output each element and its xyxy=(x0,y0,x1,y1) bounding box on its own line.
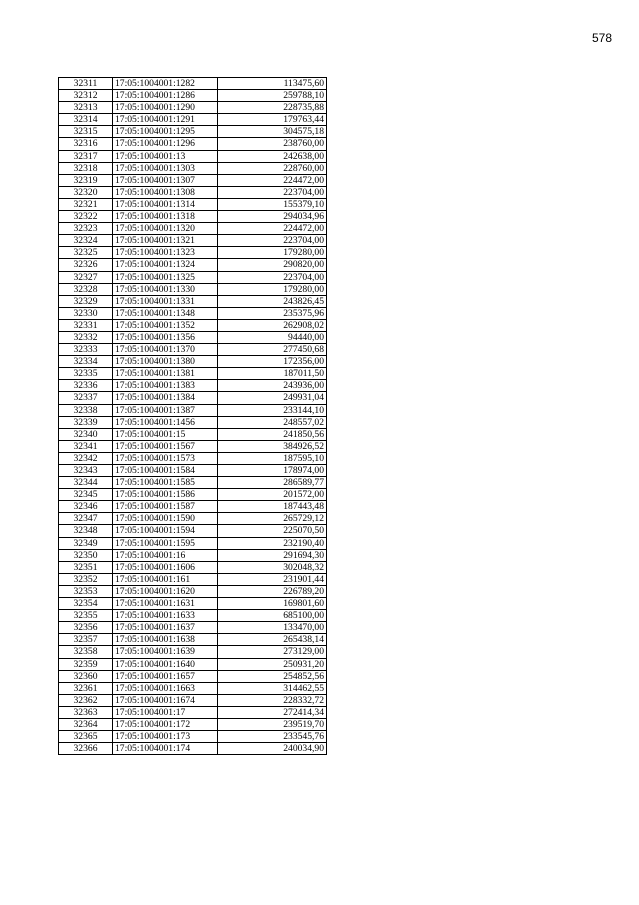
cadastral-number: 17:05:1004001:1314 xyxy=(113,198,218,210)
row-number: 32337 xyxy=(59,392,113,404)
row-number: 32364 xyxy=(59,718,113,730)
cadastral-number: 17:05:1004001:1620 xyxy=(113,585,218,597)
cadastral-value: 291694,30 xyxy=(218,549,327,561)
row-number: 32324 xyxy=(59,235,113,247)
cadastral-number: 17:05:1004001:1594 xyxy=(113,525,218,537)
cadastral-number: 17:05:1004001:1352 xyxy=(113,319,218,331)
row-number: 32357 xyxy=(59,634,113,646)
row-number: 32331 xyxy=(59,319,113,331)
cadastral-number: 17:05:1004001:1640 xyxy=(113,658,218,670)
cadastral-value: 179763,44 xyxy=(218,114,327,126)
cadastral-value: 224472,00 xyxy=(218,174,327,186)
table-row xyxy=(59,331,327,343)
table-row xyxy=(59,585,327,597)
row-number: 32318 xyxy=(59,162,113,174)
table-row xyxy=(59,259,327,271)
table-body xyxy=(59,78,327,755)
row-number: 32311 xyxy=(59,78,113,90)
cadastral-value: 201572,00 xyxy=(218,489,327,501)
cadastral-number: 17:05:1004001:1286 xyxy=(113,90,218,102)
cadastral-number: 17:05:1004001:1638 xyxy=(113,634,218,646)
table-row xyxy=(59,198,327,210)
cadastral-number: 17:05:1004001:1586 xyxy=(113,489,218,501)
table-row xyxy=(59,598,327,610)
cadastral-number: 17:05:1004001:1590 xyxy=(113,513,218,525)
table-row xyxy=(59,718,327,730)
cadastral-value: 113475,60 xyxy=(218,78,327,90)
row-number: 32363 xyxy=(59,706,113,718)
row-number: 32342 xyxy=(59,452,113,464)
row-number: 32320 xyxy=(59,186,113,198)
row-number: 32362 xyxy=(59,694,113,706)
table-row xyxy=(59,404,327,416)
table-row xyxy=(59,211,327,223)
row-number: 32352 xyxy=(59,573,113,585)
row-number: 32356 xyxy=(59,622,113,634)
row-number: 32366 xyxy=(59,743,113,755)
table-row xyxy=(59,380,327,392)
cadastral-number: 17:05:1004001:1633 xyxy=(113,610,218,622)
cadastral-number: 17:05:1004001:173 xyxy=(113,731,218,743)
row-number: 32354 xyxy=(59,598,113,610)
table-row xyxy=(59,489,327,501)
cadastral-number: 17:05:1004001:1303 xyxy=(113,162,218,174)
cadastral-number: 17:05:1004001:1639 xyxy=(113,646,218,658)
cadastral-number: 17:05:1004001:1573 xyxy=(113,452,218,464)
cadastral-number: 17:05:1004001:1308 xyxy=(113,186,218,198)
cadastral-value: 187011,50 xyxy=(218,368,327,380)
cadastral-value: 384926,52 xyxy=(218,440,327,452)
cadastral-value: 243936,00 xyxy=(218,380,327,392)
table-row xyxy=(59,138,327,150)
row-number: 32330 xyxy=(59,307,113,319)
cadastral-number: 17:05:1004001:172 xyxy=(113,718,218,730)
table-row xyxy=(59,307,327,319)
row-number: 32327 xyxy=(59,271,113,283)
row-number: 32332 xyxy=(59,331,113,343)
row-number: 32314 xyxy=(59,114,113,126)
cadastral-value: 179280,00 xyxy=(218,247,327,259)
cadastral-number: 17:05:1004001:161 xyxy=(113,573,218,585)
cadastral-number: 17:05:1004001:1321 xyxy=(113,235,218,247)
cadastral-value: 294034,96 xyxy=(218,211,327,223)
table-row xyxy=(59,452,327,464)
cadastral-value: 314462,55 xyxy=(218,682,327,694)
row-number: 32339 xyxy=(59,416,113,428)
row-number: 32316 xyxy=(59,138,113,150)
cadastral-value: 259788,10 xyxy=(218,90,327,102)
cadastral-number: 17:05:1004001:1282 xyxy=(113,78,218,90)
cadastral-number: 17:05:1004001:17 xyxy=(113,706,218,718)
cadastral-value: 242638,00 xyxy=(218,150,327,162)
table-row xyxy=(59,416,327,428)
row-number: 32360 xyxy=(59,670,113,682)
cadastral-value: 228332,72 xyxy=(218,694,327,706)
cadastral-value-table xyxy=(58,77,327,755)
cadastral-value: 254852,56 xyxy=(218,670,327,682)
row-number: 32344 xyxy=(59,477,113,489)
cadastral-number: 17:05:1004001:1291 xyxy=(113,114,218,126)
table-row xyxy=(59,682,327,694)
table-row xyxy=(59,283,327,295)
cadastral-number: 17:05:1004001:1331 xyxy=(113,295,218,307)
row-number: 32355 xyxy=(59,610,113,622)
cadastral-value: 239519,70 xyxy=(218,718,327,730)
table-row xyxy=(59,513,327,525)
cadastral-number: 17:05:1004001:1384 xyxy=(113,392,218,404)
cadastral-value: 226789,20 xyxy=(218,585,327,597)
cadastral-number: 17:05:1004001:13 xyxy=(113,150,218,162)
table-row xyxy=(59,706,327,718)
cadastral-value: 223704,00 xyxy=(218,235,327,247)
cadastral-value: 304575,18 xyxy=(218,126,327,138)
cadastral-number: 17:05:1004001:1356 xyxy=(113,331,218,343)
cadastral-value: 233545,76 xyxy=(218,731,327,743)
table-row xyxy=(59,537,327,549)
cadastral-number: 17:05:1004001:1320 xyxy=(113,223,218,235)
row-number: 32317 xyxy=(59,150,113,162)
table-row xyxy=(59,271,327,283)
cadastral-number: 17:05:1004001:1383 xyxy=(113,380,218,392)
cadastral-value: 94440,00 xyxy=(218,331,327,343)
table-row xyxy=(59,731,327,743)
cadastral-value: 232190,40 xyxy=(218,537,327,549)
row-number: 32315 xyxy=(59,126,113,138)
cadastral-number: 17:05:1004001:1348 xyxy=(113,307,218,319)
cadastral-number: 17:05:1004001:1323 xyxy=(113,247,218,259)
table-row xyxy=(59,428,327,440)
table-row xyxy=(59,356,327,368)
cadastral-value: 272414,34 xyxy=(218,706,327,718)
table-row xyxy=(59,162,327,174)
table-row xyxy=(59,90,327,102)
table-row xyxy=(59,223,327,235)
cadastral-value: 262908,02 xyxy=(218,319,327,331)
table-row xyxy=(59,235,327,247)
row-number: 32313 xyxy=(59,102,113,114)
table-row xyxy=(59,126,327,138)
table-row xyxy=(59,465,327,477)
cadastral-value: 178974,00 xyxy=(218,465,327,477)
cadastral-number: 17:05:1004001:1380 xyxy=(113,356,218,368)
cadastral-value: 685100,00 xyxy=(218,610,327,622)
row-number: 32338 xyxy=(59,404,113,416)
cadastral-value: 223704,00 xyxy=(218,271,327,283)
cadastral-number: 17:05:1004001:1606 xyxy=(113,561,218,573)
cadastral-number: 17:05:1004001:1585 xyxy=(113,477,218,489)
table-row xyxy=(59,102,327,114)
table-row xyxy=(59,670,327,682)
row-number: 32336 xyxy=(59,380,113,392)
cadastral-number: 17:05:1004001:1637 xyxy=(113,622,218,634)
cadastral-value: 224472,00 xyxy=(218,223,327,235)
cadastral-value: 302048,32 xyxy=(218,561,327,573)
row-number: 32345 xyxy=(59,489,113,501)
row-number: 32341 xyxy=(59,440,113,452)
row-number: 32361 xyxy=(59,682,113,694)
row-number: 32348 xyxy=(59,525,113,537)
row-number: 32312 xyxy=(59,90,113,102)
row-number: 32328 xyxy=(59,283,113,295)
cadastral-value: 273129,00 xyxy=(218,646,327,658)
table-row xyxy=(59,78,327,90)
cadastral-value: 187595,10 xyxy=(218,452,327,464)
cadastral-value: 169801,60 xyxy=(218,598,327,610)
cadastral-value: 172356,00 xyxy=(218,356,327,368)
cadastral-number: 17:05:1004001:1587 xyxy=(113,501,218,513)
row-number: 32347 xyxy=(59,513,113,525)
cadastral-value: 277450,68 xyxy=(218,344,327,356)
cadastral-number: 17:05:1004001:1674 xyxy=(113,694,218,706)
cadastral-value: 241850,56 xyxy=(218,428,327,440)
cadastral-value: 233144,10 xyxy=(218,404,327,416)
table-row xyxy=(59,114,327,126)
cadastral-number: 17:05:1004001:1296 xyxy=(113,138,218,150)
cadastral-number: 17:05:1004001:1325 xyxy=(113,271,218,283)
table-row xyxy=(59,622,327,634)
table-row xyxy=(59,150,327,162)
table-row xyxy=(59,247,327,259)
row-number: 32325 xyxy=(59,247,113,259)
row-number: 32326 xyxy=(59,259,113,271)
cadastral-number: 17:05:1004001:1324 xyxy=(113,259,218,271)
cadastral-number: 17:05:1004001:1584 xyxy=(113,465,218,477)
cadastral-number: 17:05:1004001:1456 xyxy=(113,416,218,428)
cadastral-value: 265729,12 xyxy=(218,513,327,525)
cadastral-value: 179280,00 xyxy=(218,283,327,295)
cadastral-value: 228735,88 xyxy=(218,102,327,114)
table-row xyxy=(59,658,327,670)
cadastral-value: 187443,48 xyxy=(218,501,327,513)
table-row xyxy=(59,525,327,537)
table-row xyxy=(59,186,327,198)
cadastral-number: 17:05:1004001:1595 xyxy=(113,537,218,549)
cadastral-value: 238760,00 xyxy=(218,138,327,150)
cadastral-number: 17:05:1004001:1330 xyxy=(113,283,218,295)
row-number: 32350 xyxy=(59,549,113,561)
table-row xyxy=(59,344,327,356)
cadastral-number: 17:05:1004001:1663 xyxy=(113,682,218,694)
cadastral-value: 243826,45 xyxy=(218,295,327,307)
row-number: 32349 xyxy=(59,537,113,549)
table-row xyxy=(59,440,327,452)
row-number: 32333 xyxy=(59,344,113,356)
table-row xyxy=(59,694,327,706)
row-number: 32321 xyxy=(59,198,113,210)
table-row xyxy=(59,319,327,331)
cadastral-number: 17:05:1004001:1290 xyxy=(113,102,218,114)
table-row xyxy=(59,477,327,489)
row-number: 32322 xyxy=(59,211,113,223)
table-row xyxy=(59,573,327,585)
cadastral-value: 155379,10 xyxy=(218,198,327,210)
cadastral-number: 17:05:1004001:1381 xyxy=(113,368,218,380)
cadastral-number: 17:05:1004001:1318 xyxy=(113,211,218,223)
page-number: 578 xyxy=(592,31,613,45)
cadastral-value: 265438,14 xyxy=(218,634,327,646)
cadastral-value: 250931,20 xyxy=(218,658,327,670)
row-number: 32323 xyxy=(59,223,113,235)
table-row xyxy=(59,646,327,658)
row-number: 32340 xyxy=(59,428,113,440)
row-number: 32353 xyxy=(59,585,113,597)
table-row xyxy=(59,610,327,622)
cadastral-value: 228760,00 xyxy=(218,162,327,174)
table-row xyxy=(59,392,327,404)
row-number: 32346 xyxy=(59,501,113,513)
row-number: 32334 xyxy=(59,356,113,368)
cadastral-value: 249931,04 xyxy=(218,392,327,404)
cadastral-number: 17:05:1004001:174 xyxy=(113,743,218,755)
table-row xyxy=(59,501,327,513)
cadastral-number: 17:05:1004001:15 xyxy=(113,428,218,440)
cadastral-value: 286589,77 xyxy=(218,477,327,489)
table-row xyxy=(59,368,327,380)
table-row xyxy=(59,634,327,646)
row-number: 32329 xyxy=(59,295,113,307)
cadastral-number: 17:05:1004001:1307 xyxy=(113,174,218,186)
cadastral-value: 225070,50 xyxy=(218,525,327,537)
table-row xyxy=(59,561,327,573)
row-number: 32365 xyxy=(59,731,113,743)
cadastral-number: 17:05:1004001:1295 xyxy=(113,126,218,138)
cadastral-value: 235375,96 xyxy=(218,307,327,319)
cadastral-number: 17:05:1004001:1631 xyxy=(113,598,218,610)
row-number: 32351 xyxy=(59,561,113,573)
cadastral-value: 223704,00 xyxy=(218,186,327,198)
table-row xyxy=(59,174,327,186)
table-row xyxy=(59,295,327,307)
cadastral-number: 17:05:1004001:1567 xyxy=(113,440,218,452)
cadastral-value: 240034,90 xyxy=(218,743,327,755)
row-number: 32343 xyxy=(59,465,113,477)
cadastral-value: 231901,44 xyxy=(218,573,327,585)
cadastral-number: 17:05:1004001:1657 xyxy=(113,670,218,682)
row-number: 32335 xyxy=(59,368,113,380)
cadastral-number: 17:05:1004001:16 xyxy=(113,549,218,561)
cadastral-value: 290820,00 xyxy=(218,259,327,271)
cadastral-number: 17:05:1004001:1387 xyxy=(113,404,218,416)
cadastral-number: 17:05:1004001:1370 xyxy=(113,344,218,356)
row-number: 32358 xyxy=(59,646,113,658)
table-row xyxy=(59,549,327,561)
row-number: 32359 xyxy=(59,658,113,670)
cadastral-value: 133470,00 xyxy=(218,622,327,634)
row-number: 32319 xyxy=(59,174,113,186)
table-row xyxy=(59,743,327,755)
cadastral-value: 248557,02 xyxy=(218,416,327,428)
